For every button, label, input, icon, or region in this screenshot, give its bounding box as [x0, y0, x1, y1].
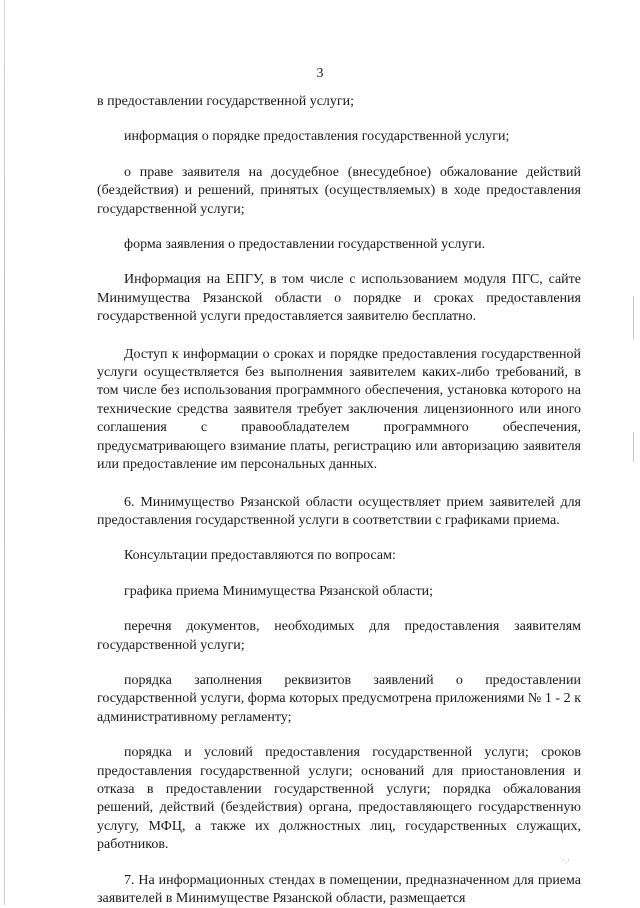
scan-speck: ·.·: [561, 855, 570, 865]
document-body: [97, 93, 581, 908]
paragraph: графика приема Минимущества Рязанской области;: [124, 583, 434, 599]
scan-edge-mark: [633, 432, 634, 462]
paragraph: Консультации предоставляются по вопросам:: [124, 548, 396, 564]
paragraph: о праве заявителя на досудебное (внесудебное) обжалование действий (бездействия) и решений, принятых (осуществляемых) в ходе предоставления государственной услуги;: [97, 164, 581, 217]
page-number: 3: [316, 66, 324, 81]
paragraph: Информация на ЕПГУ, в том числе с использованием модуля ПГС, сайте Минимущества Рязанской области о порядке и сроках предоставления государственной услуги предоставляется заявителю бесплатно.: [97, 272, 581, 325]
scan-edge-mark: [633, 296, 634, 340]
paragraph: Доступ к информации о сроках и порядке предоставления государственной услуги осуществляется без выполнения заявителем каких-либо требований, в том числе без использования программного обеспечения, установка которого на технические средства заявителя требует заключения лицензионного или иного соглашения с правообладателем программного обеспечения, предусматривающего взимание платы, регистрацию или авторизацию заявителя или предоставление им персональных данных.: [97, 346, 581, 473]
paragraph: перечня документов, необходимых для предоставления заявителям государственной услуги;: [97, 619, 581, 653]
scan-edge-line: [4, 0, 5, 905]
paragraph: информация о порядке предоставления государственной услуги;: [124, 129, 510, 145]
paragraph: порядка заполнения реквизитов заявлений о предоставлении государственной услуги, форма которых предусмотрена приложениями № 1 - 2 к административному регламенту;: [97, 672, 581, 725]
paragraph: 7. На информационных стендах в помещении, предназначенном для приема заявителей в Минимуществе Рязанской области, размещается: [97, 872, 581, 906]
paragraph: порядка и условий предоставления государственной услуги; сроков предоставления государственной услуги; оснований для приостановления и отказа в предоставлении государственной услуги; порядка обжалования решений, действий (бездействия) органа, предоставляющего государственную услугу, МФЦ, а также их должностных лиц, государственных служащих, работников.: [97, 745, 581, 853]
paragraph: в предоставлении государственной услуги;: [97, 94, 355, 109]
paragraph: форма заявления о предоставлении государственной услуги.: [124, 237, 486, 253]
paragraph: 6. Минимущество Рязанской области осуществляет прием заявителей для предоставления государственной услуги в соответствии с графиками приема.: [97, 494, 581, 528]
